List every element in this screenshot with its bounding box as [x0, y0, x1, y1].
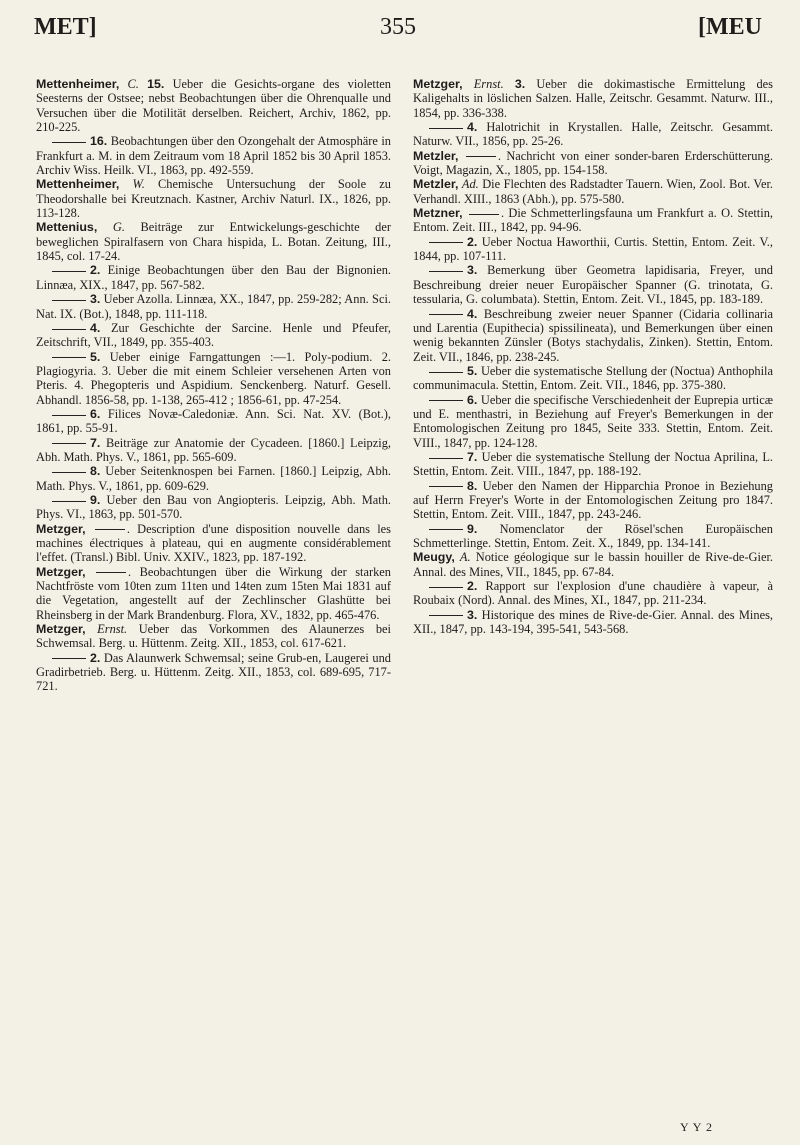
ditto-dash [52, 300, 86, 301]
entry-number: 8. [467, 478, 478, 493]
ditto-dash [52, 142, 86, 143]
author-name: Metzler, [413, 148, 459, 163]
bibliography-entry [36, 522, 391, 565]
bibliography-entry [36, 292, 391, 321]
entry-citation: Rapport sur l'explosion d'une chaudière à vapeur, à Roubaix (Nord). Annal. des Mines, XI., 1847, pp. 211-234. [413, 579, 773, 608]
ditto-dash [52, 658, 86, 659]
bibliography-entry [413, 522, 773, 551]
entry-citation: Nomenclator der Rösel'schen Europäischen Schmetterlinge. Stettin, Entom. Zeit. X., 1849, pp. 134-141. [413, 521, 773, 550]
ditto-dash [52, 415, 86, 416]
entry-citation: Beschreibung zweier neuer Spanner (Cidaria collinaria und Larentia (Eupithecia) spissilineata), und Bemerkungen über einen wenig bekannten Zünsler (Botys stachydalis, Zinken). Stettin, Entom. Zeit. VII., 1846, pp. 238-245. [413, 306, 773, 364]
entry-number: 5. [90, 349, 101, 364]
entry-citation: Ueber die systematische Stellung der Noctua Aprilina, L. Stettin, Entom. Zeit. VIII., 1847, pp. 188-192. [413, 449, 774, 479]
right-column [413, 77, 773, 636]
entry-citation: Ueber Seitenknospen bei Farnen. [1860.] Leipzig, Abh. Math. Phys. V., 1861, pp. 609-629. [36, 464, 391, 493]
author-name: Metzler, [413, 177, 459, 192]
left-column [36, 77, 391, 694]
entry-number: 2. [467, 234, 478, 249]
entry-citation: Das Alaunwerk Schwemsal; seine Grub-en, Laugerei und Gradirbetrieb. Berg. u. Hüttenm. Zeitg. XII., 1853, col. 689-695, 717-721. [36, 650, 391, 694]
entry-citation: Beiträge zur Anatomie der Cycadeen. [1860.] Leipzig, Abh. Math. Phys. V., 1861, pp. 565-609. [36, 435, 391, 464]
bibliography-entry [413, 177, 773, 206]
entry-citation: Ueber den Namen der Hipparchia Pronoe in Beziehung auf Herrn Freyer's Worte in der Entomologischen Zeitung pro 1847. Stettin, Entom. Zeit. VIII., 1847, pp. 243-246. [413, 478, 773, 522]
author-given-name: A. [459, 550, 471, 565]
bibliography-entry [413, 364, 773, 393]
bibliography-entry [36, 407, 391, 436]
entry-citation: Ueber das Vorkommen des Alaunerzes bei Schwemsal. Berg. u. Hüttenm. Zeitg. XII., 1853, col. 617-621. [36, 622, 391, 651]
author-given-name: G. [112, 220, 125, 235]
bibliography-entry [413, 206, 773, 235]
ditto-dash [429, 242, 463, 243]
bibliography-entry [413, 149, 773, 178]
author-name: Mettenius, [36, 220, 98, 235]
header-left: MET] [34, 14, 97, 40]
author-name: Metzger, [36, 622, 86, 637]
bibliography-entry [413, 479, 773, 522]
author-given-name: Ernst. [473, 77, 504, 91]
bibliography-entry [413, 307, 773, 364]
ditto-dash [429, 372, 463, 373]
entry-number: 3. [90, 292, 101, 307]
entry-number: 9. [467, 521, 478, 536]
entry-citation: Historique des mines de Rive-de-Gier. Annal. des Mines, XII., 1847, pp. 143-194, 395-541, 543-568. [413, 607, 773, 637]
entry-number: 9. [90, 492, 101, 507]
entry-number: 16. [90, 134, 108, 149]
signature-mark: Y Y 2 [680, 1120, 713, 1134]
ditto-dash [429, 615, 463, 616]
entry-number: 2. [90, 263, 101, 278]
entry-citation: Beobachtungen über den Ozongehalt der Atmosphäre in Frankfurt a. M. in dem Zeitraum vom 18 April 1852 bis 30 April 1853. Archiv Wiss. Heilk. VI., 1863, pp. 492-559. [36, 134, 391, 178]
bibliography-entry [36, 622, 391, 651]
bibliography-entry [36, 134, 391, 177]
entry-citation: Ueber die Gesichts-organe des violetten Seesterns der Ostsee; nebst Beobachtungen über die Ohrenqualle und Versuchen über die Motilität derselben. Reichert, Archiv, 1862, pp. 210-225. [36, 77, 391, 135]
author-given-name: W. [132, 177, 145, 192]
ditto-dash [52, 472, 86, 473]
author-name: Meugy, [413, 550, 455, 565]
bibliography-entry [413, 579, 773, 608]
bibliography-entry [413, 120, 773, 149]
entry-citation: Ueber Azolla. Linnæa, XX., 1847, pp. 259-282; Ann. Sci. Nat. IX. (Bot.), 1848, pp. 111-118. [36, 292, 391, 321]
author-name: Mettenheimer, [36, 77, 120, 91]
blank-name-dash [469, 214, 499, 215]
bibliography-entry [36, 464, 391, 493]
bibliography-entry [413, 550, 773, 579]
ditto-dash [429, 529, 463, 530]
bibliography-entry [413, 393, 773, 450]
blank-name-dash [95, 529, 125, 530]
entry-citation: Ueber Noctua Haworthii, Curtis. Stettin, Entom. Zeit. V., 1844, pp. 107-111. [413, 234, 773, 264]
bibliography-entry [36, 263, 391, 292]
entry-number: 4. [467, 120, 478, 135]
entry-number: 15. [147, 77, 165, 91]
bibliography-entry [36, 436, 391, 465]
entry-number: 4. [467, 306, 478, 321]
ditto-dash [429, 587, 463, 588]
ditto-dash [52, 271, 86, 272]
entry-citation: Beiträge zur Entwickelungs-geschichte der beweglichen Spiralfasern von Chara hispida, L. Botan. Zeitung, III., 1845, col. 17-24. [36, 220, 392, 264]
entry-citation: Ueber den Bau von Angiopteris. Leipzig, Abh. Math. Phys. VI., 1863, pp. 501-570. [36, 492, 391, 522]
bibliography-entry [36, 493, 391, 522]
entry-number: 7. [90, 435, 101, 450]
entry-number: 3. [467, 263, 478, 278]
entry-citation: Ueber die dokimastische Ermittelung des Kaligehalts in löslichen Salzen. Halle, Zeitschr. Gesammt. Naturw. III., 1854, pp. 336-338. [413, 77, 773, 120]
ditto-dash [52, 443, 86, 444]
entry-number: 3. [467, 607, 478, 622]
entry-citation: . Description d'une disposition nouvelle dans les machines électriques à plateau, qui en augmente considérablement l'effet. (Transl.) Bibl. Univ. XXIV., 1823, pp. 187-192. [36, 521, 392, 565]
bibliography-entry [36, 651, 391, 694]
entry-citation: Ueber die systematische Stellung der (Noctua) Anthophila communimacula. Stettin, Entom. Zeit. VII., 1846, pp. 375-380. [413, 363, 773, 393]
ditto-dash [429, 271, 463, 272]
bibliography-entry [36, 350, 391, 407]
entry-citation: . Nachricht von einer sonder-baren Erderschütterung. Voigt, Magazin, X., 1805, pp. 154-158. [413, 148, 773, 178]
page-number: 355 [380, 14, 416, 40]
author-name: Metzger, [36, 521, 86, 536]
author-given-name: C. [127, 77, 139, 91]
bibliography-entry [413, 235, 773, 264]
author-name: Metzner, [413, 206, 463, 221]
ditto-dash [429, 128, 463, 129]
author-name: Mettenheimer, [36, 177, 120, 192]
entry-citation: . Die Schmetterlingsfauna um Frankfurt a. O. Stettin, Entom. Zeit. III., 1842, pp. 94-96. [413, 206, 773, 235]
ditto-dash [52, 357, 86, 358]
ditto-dash [429, 314, 463, 315]
author-name: Metzger, [413, 77, 463, 91]
entry-number: 6. [467, 392, 478, 407]
page-header [34, 14, 762, 44]
entry-citation: Notice géologique sur le bassin houiller de Rive-de-Gier. Annal. des Mines, VII., 1845, pp. 67-84. [413, 550, 773, 579]
bibliography-entry [413, 608, 773, 637]
entry-citation: Zur Geschichte der Sarcine. Henle und Pfeufer, Zeitschrift, VII., 1849, pp. 355-403. [36, 320, 391, 350]
ditto-dash [52, 329, 86, 330]
bibliography-entry [36, 321, 391, 350]
entry-citation: Bemerkung über Geometra lapidisaria, Freyer, und Beschreibung dreier neuer Europäischer Spanner (G. trinotata, G. tessularia, G. columbata). Stettin, Entom. Zeit. VI., 1845, pp. 183-189. [413, 263, 773, 307]
entry-number: 2. [467, 579, 478, 594]
entry-citation: Ueber einige Farngattungen :—1. Poly-podium. 2. Plagiogyria. 3. Ueber die mit einem Schleier versehenen Arten von Pteris. 4. Phegopteris und Aspidium. Senckenberg. Naturf. Gesell. Abhandl. 1856-58, pp. 1-138, 265-412 ; 1856-61, pp. 47-254. [36, 349, 391, 407]
bibliography-entry [413, 77, 773, 120]
entry-citation: Die Flechten des Radstadter Tauern. Wien, Zool. Bot. Ver. Verhandl. XIII., 1863 (Abh.), pp. 575-580. [413, 177, 774, 206]
bibliography-entry [413, 450, 773, 479]
ditto-dash [52, 501, 86, 502]
ditto-dash [429, 458, 463, 459]
entry-number: 8. [90, 464, 101, 479]
blank-name-dash [96, 572, 126, 573]
author-name: Metzger, [36, 564, 86, 579]
bibliography-entry [36, 220, 391, 263]
bibliography-entry [36, 565, 391, 622]
entry-citation: Filices Novæ-Caledoniæ. Ann. Sci. Nat. XV. (Bot.), 1861, pp. 55-91. [36, 406, 391, 436]
entry-citation: Chemische Untersuchung der Soole zu Theodorshalle bei Kreutznach. Kastner, Archiv Naturl. IX., 1826, pp. 113-128. [36, 177, 391, 221]
bibliography-entry [413, 263, 773, 306]
ditto-dash [429, 486, 463, 487]
blank-name-dash [466, 156, 496, 157]
entry-number: 2. [90, 650, 101, 665]
entry-citation: . Beobachtungen über die Wirkung der starken Nachtfröste vom 10ten zum 11ten und 14ten zum 15ten Mai 1831 auf die Vegetation, angestellt auf der Zechlinscher Glashütte bei Rheinsberg in der Mark Brandenburg. Flora, XV., 1832, pp. 465-476. [36, 564, 391, 622]
entry-number: 7. [467, 449, 478, 464]
entry-citation: Ueber die specifische Verschiedenheit der Euprepia urticæ und E. menthastri, in Beziehung auf Freyer's Bemerkungen in der Entomologischen Zeitung pro 1845, Seite 333. Stettin, Entom. Zeit. VIII., 1847, pp. 124-128. [413, 392, 773, 450]
entry-citation: Halotrichit in Krystallen. Halle, Zeitschr. Gesammt. Naturw. VII., 1856, pp. 25-26. [413, 120, 773, 149]
entry-number: 4. [90, 320, 101, 335]
entry-number: 5. [467, 363, 478, 378]
bibliography-entry [36, 177, 391, 220]
author-given-name: Ernst. [97, 622, 128, 637]
header-right: [MEU [698, 14, 762, 40]
ditto-dash [429, 400, 463, 401]
entry-citation: Einige Beobachtungen über den Bau der Bignonien. Linnæa, XIX., 1847, pp. 567-582. [36, 263, 391, 292]
bibliography-entry [36, 77, 391, 134]
entry-number: 6. [90, 406, 101, 421]
entry-number: 3. [514, 77, 526, 91]
author-given-name: Ad. [461, 177, 479, 192]
